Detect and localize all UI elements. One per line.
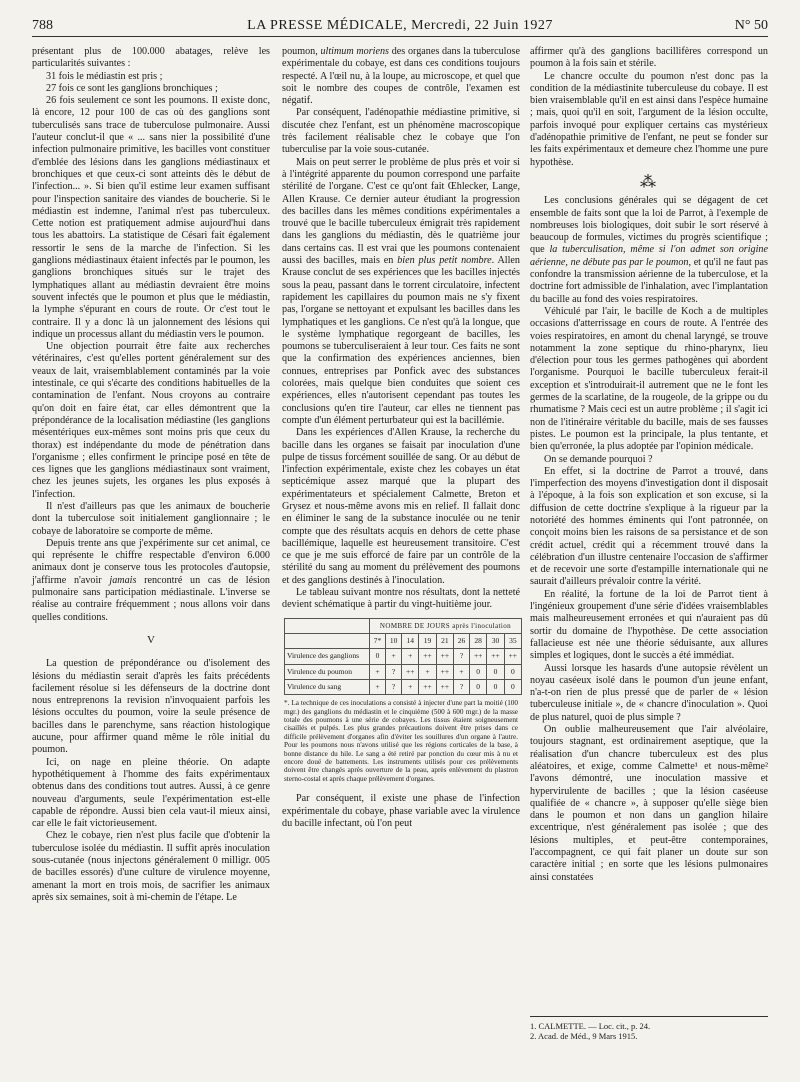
day-cell: 28 bbox=[470, 633, 487, 648]
paragraph: On se demande pourquoi ? bbox=[544, 453, 653, 465]
table-cell: + bbox=[419, 664, 436, 679]
day-cell: 26 bbox=[453, 633, 469, 648]
emphasis: jamais bbox=[109, 574, 137, 586]
page-number: 788 bbox=[32, 18, 53, 33]
table-corner bbox=[285, 633, 370, 648]
paragraph bbox=[282, 46, 520, 107]
paragraph: Le chancre occulte du poumon n'est donc pas la condition de la médiastinite tuberculeuse du cobaye. Il est bien vraisemblable qu'il en est ainsi dans l'espèce humaine ; mais, quoi qu'il en soit, l'argument de la lésion occulte, parfois invoqué pour expliquer certains cas mystérieux d'adénopathie primitive de l'enfant, ne peut se fonder sur les faits expérimentaux et demeure chez l'homme une pure hypothèse. bbox=[530, 70, 768, 168]
text-run: Depuis trente ans que j'expérimente sur cet animal, ce qui représente le chiffre respectable d'environ 6.000 animaux dont je conserve tous les protocoles d'autopsie, j'affirme n'avoir bbox=[32, 537, 270, 586]
table-cell: ++ bbox=[436, 664, 453, 679]
emphasis: la tuberculisation, même si l'on admet son origine aérienne, ne débute pas par le poumon bbox=[530, 244, 768, 268]
table-cell: + bbox=[402, 649, 419, 664]
paragraph: affirmer qu'à des ganglions bacillifères correspond un poumon à la fois sain et stérile. bbox=[530, 46, 768, 70]
text-run: , et qu'il ne faut pas confondre la transmission aérienne de la tuberculose, et la doctrine fort admissible de l'inhalation, avec l'implantation du bacille au fond des voies respiratoires. bbox=[530, 256, 768, 305]
paragraph: Chez le cobaye, rien n'est plus facile que d'obtenir la tuberculose isolée du médiastin. Il suffit après inoculation sous-cutanée (nous injectons généralement 0 milligr. 005 de bacilles essorés) d'une culture de virulence moyenne, amenant la mort en trois mois, de sacrifier les animaux après six semaines, soit à mi-chemin de l'étape. Le bbox=[32, 830, 270, 903]
table-cell: 0 bbox=[470, 664, 487, 679]
table-cell: ++ bbox=[504, 649, 521, 664]
table-corner bbox=[285, 618, 370, 633]
issue-number: N° 50 bbox=[734, 18, 768, 33]
journal-title: LA PRESSE MÉDICALE, Mercredi, 22 Juin 1927 bbox=[247, 18, 553, 33]
paragraph: En effet, si la doctrine de Parrot a trouvé, dans l'imperfection des moyens d'investigation dont il disposait à l'époque, à la fois son explication et son excuse, si la diffusion de cette doctrine s'explique à la rigueur par la notoriété des hommes éminents qui l'ont patronnée, on conçoit moins bien les raisons de sa persistance et de son crédit actuel, crédit qui a récemment trouvé dans la célébration d'un illustre centenaire l'occasion de s'affirmer et de recevoir une sorte d'estampille internationale qui ne saurait d'ailleurs prévaloir contre la vérité. bbox=[530, 465, 768, 588]
table-cell: 0 bbox=[487, 679, 504, 694]
table-cell: ++ bbox=[419, 679, 436, 694]
row-label: Virulence des ganglions bbox=[285, 649, 370, 664]
text-run: rencontré un cas de lésion pulmonaire sans participation médiastinale. L'inverse se réalise au contraire fréquemment ; nous allons voir dans quelles conditions. bbox=[32, 574, 270, 623]
table-note: *. La technique de ces inoculations a consisté à injecter d'une part la moitié (100 mgr.) des ganglions du médiastin et le cinquième (500 à 600 mgr.) de la masse totale des poumons à une série de cobayes. Les tissus étaient soigneusement cisaillés et pulpés. Les plus grandes précautions doivent être prises dans ce difficile prélèvement d'organes afin d'éviter les souillures d'un organe à l'autre. Pour les poumons nous n'avons utilisé que les régions corticales de la base, à bonne distance du hile. Le sang a été retiré par ponction du cœur mis à nu et encore doué de battements. Les instruments utilisés pour ces prélèvements doivent être changés après ouverture de la peau, après enlèvement du plastron sterno-costal et après chaque prélèvement d'organes. bbox=[284, 699, 518, 783]
results-table bbox=[284, 618, 522, 695]
paragraph: Le tableau suivant montre nos résultats, dont la netteté devient schématique à partir du vingt-huitième jour. bbox=[282, 587, 520, 611]
asterism-divider: ⁂ bbox=[640, 173, 658, 191]
paragraph bbox=[282, 157, 520, 428]
day-cell: 14 bbox=[402, 633, 419, 648]
paragraph: En réalité, la fortune de la loi de Parrot tient à l'ingénieux groupement d'une série d'idées vraisemblables mais malheureusement erronées et qui n'auraient pas dû sortir du domaine de l'hypothèse. De cette association fallacieuse est née une théorie séduisante, aux allures simples et logiques, dont le succès a été immédiat. bbox=[530, 588, 768, 662]
table-cell: 0 bbox=[370, 649, 386, 664]
table-cell: 0 bbox=[470, 679, 487, 694]
table-days-row bbox=[285, 633, 522, 648]
paragraph: Par conséquent, il existe une phase de l'infection expérimentale du cobaye, phase variable avec la virulence du bacille infectant, où l'on peut bbox=[282, 793, 520, 829]
table-cell: + bbox=[453, 664, 469, 679]
table-row bbox=[285, 664, 522, 679]
table-head-caption: NOMBRE DE JOURS après l'inoculation bbox=[370, 618, 522, 633]
emphasis: ultimum moriens bbox=[320, 46, 389, 57]
table-cell: + bbox=[386, 649, 402, 664]
day-cell: 19 bbox=[419, 633, 436, 648]
table-cell: + bbox=[370, 679, 386, 694]
text-run: poumon, bbox=[282, 46, 321, 57]
table-header-row bbox=[285, 618, 522, 633]
paragraph: On oublie malheureusement que l'air alvéolaire, toujours stagnant, est ordinairement aseptique, que la réalisation d'un chancre tuberculeux est des plus aléatoires, et exige, comme Calmette¹ et nous-même² l'avons démontré, une inoculation massive et hypervirulente de bacilles ; que la lésion caséeuse qualifiée de « chancre », à supposer qu'elle siège bien dans le poumon et non dans un ganglion hilaire excentrique, n'est généralement pas isolée ; que des lésions multiples, et peut-être contemporaines, l'accompagnent, ce qui fait planer un doute sur son caractère initial ; en sorte que les lésions pulmonaires ainsi constatées bbox=[530, 724, 768, 883]
paragraph: 26 fois seulement ce sont les poumons. Il existe donc, là encore, 12 pour 100 de cas où des ganglions sont tuberculisés sans trace de tuberculose pulmonaire. Aussi l'auteur conclut-il que « ... sans nier la possibilité d'une infection pulmonaire primitive, les bacilles vont constituer d'emblée des lésions dans les ganglions médiastinaux et bronchiques et que ceux-ci sont atteints dès le début de l'infection... ». Si bien qu'il estime leur examen suffisant pour l'inspection sanitaire des viandes de boucherie. Si le médiastin est indemne, l'animal n'est pas tuberculeux. Cette notion est pratiquement admise aujourd'hui dans tous les abattoirs. La statistique de Césari fait également ressortir le sens de la marche de l'infection. Si les ganglions médiastinaux étaient infectés par le poumon, les ganglions bronchiques situés sur le trajet des lymphatiques allant au médiastin devraient être moins souvent infectés que le poumon et plus que le médiastin, la lymphe s'épurant en cours de route. Or c'est tout le contraire. Il y a donc là un jalonnement des lésions qui indique un processus allant du médiastin vers le poumon. bbox=[32, 95, 270, 340]
table-cell: 0 bbox=[504, 679, 521, 694]
table-cell: + bbox=[402, 679, 419, 694]
table-row bbox=[285, 649, 522, 664]
table-cell: 0 bbox=[487, 664, 504, 679]
table-cell: ++ bbox=[419, 649, 436, 664]
text-run: Les conclusions générales qui se dégagent de cet ensemble de faits sont que la loi de Parrot, à l'exemple de nombreuses lois biologiques, doit subir le sort réservé à beaucoup de formules, victimes du progrès scientifique ; que bbox=[530, 195, 768, 256]
paragraph: Dans les expériences d'Allen Krause, la recherche du bacille dans les organes se faisait par inoculation d'une pulpe de tissus forcément souillée de sang. Or au début de l'infection expérimentale, existe chez les cobayes un état septicémique assez marqué que la plupart des expérimentateurs et spécialement Calmette, Breton et Grysez et nous-même avons mis en relief. Il fallait donc en éliminer le sang de la substance inoculée ou ne tenir compte que des résultats acquis en dehors de cette phase bacillémique, laquelle est heureusement transitoire. C'est ce que je me suis efforcé de faire par un contrôle de la stérilité du sang au moment du prélèvement des poumons et des ganglions destinés à l'inoculation. bbox=[282, 427, 520, 586]
emphasis: bien plus petit nombre bbox=[397, 255, 492, 267]
footnote: 1. CALMETTE. — Loc. cit., p. 24. bbox=[530, 1021, 651, 1031]
day-cell: 30 bbox=[487, 633, 504, 648]
footnote: 2. Acad. de Méd., 9 Mars 1915. bbox=[530, 1031, 638, 1041]
paragraph: Par conséquent, l'adénopathie médiastine primitive, si discutée chez l'enfant, est un phénomène macroscopique très facilement réalisable chez le cobaye que l'on tuberculise par la voie sous-cutanée. bbox=[282, 107, 520, 156]
section-heading: V bbox=[147, 633, 155, 646]
table-cell: ++ bbox=[470, 649, 487, 664]
text-run: Mais on peut serrer le problème de plus près et voir si à l'intégrité apparente du poumon correspond une parfaite stérilité de l'organe. C'est ce qu'ont fait Œhlecker, Lange, Allen Krause. Ce dernier auteur étudiant la progression des bacilles dans les mêmes conditions expérimentales a trouvé que le bacille tuberculeux émigrait très rapidement dans les ganglions du médiastin, dès le quatrième jour dans certains cas. Il est vrai que les poumons contenaient aussi des bacilles, mais en bbox=[282, 156, 520, 267]
table-cell: 0 bbox=[504, 664, 521, 679]
table-cell: ? bbox=[453, 649, 469, 664]
page-header bbox=[32, 16, 768, 37]
table-cell: ++ bbox=[436, 649, 453, 664]
table-cell: + bbox=[370, 664, 386, 679]
row-label: Virulence du sang bbox=[285, 679, 370, 694]
text-run: . Allen Krause conclut de ses expériences que les bacilles injectés sous la peau, passant dans le torrent circulatoire, infectent rapidement les capillaires du poumon mais ne s'y fixent pas, l'organe se nettoyant et expulsant les bacilles dans les lymphatiques et les ganglions. Ce n'est qu'à la longue, que le système lymphatique regorgeant de bacilles, les poumons se tuberculiseraient à leur tour. Ces faits ne sont que la confirmation des expériences anciennes, bien connues, entreprises par Ponfick avec des substances colorées, mais quelque bien conduites que soient ces expériences, elles n'autorisent cependant pas toutes les conclusions qu'en tire l'auteur, car elles ne tiennent pas compte d'un élément perturbateur qui est la bacillémie. bbox=[282, 255, 520, 426]
day-cell: 10 bbox=[386, 633, 402, 648]
table-cell: ? bbox=[386, 664, 402, 679]
list-item: 31 fois le médiastin est pris ; bbox=[46, 70, 163, 82]
text-run: des organes dans la tuberculose expérimentale du cobaye, est dans ces conditions toujours respecté. A l'œil nu, à la loupe, au microscope, et quel que soit le nombre des coupes de contrôle, l'examen est négatif. bbox=[282, 46, 520, 107]
paragraph: Il n'est d'ailleurs pas que les animaux de boucherie dont la tuberculose soit initialement ganglionnaire ; le cobaye de laboratoire se comporte de même. bbox=[32, 500, 270, 537]
table-cell: ++ bbox=[487, 649, 504, 664]
paragraph: Aussi lorsque les hasards d'une autopsie révèlent un noyau caséeux isolé dans le poumon d'un jeune enfant, n'a-t-on rien de plus pressé que de parler de « lésion tuberculeuse initiale », de « chancre d'inoculation ». Quoi de plus naturel, quoi de plus simple ? bbox=[530, 662, 768, 723]
column-1 bbox=[32, 46, 270, 904]
day-cell: 21 bbox=[436, 633, 453, 648]
table-cell: ? bbox=[386, 679, 402, 694]
day-cell: 35 bbox=[504, 633, 521, 648]
table-row bbox=[285, 679, 522, 694]
day-cell: 7* bbox=[370, 633, 386, 648]
table-cell: ++ bbox=[436, 679, 453, 694]
footnotes bbox=[530, 1016, 768, 1041]
paragraph: Ici, on nage en pleine théorie. On adapte hypothétiquement à l'homme des faits expérimentaux obtenus dans des conditions tout autres. Aussi, à ce genre nouveau d'arguments, seule l'expérimentation est-elle capable de répondre. Aussi bien cela vaut-il mieux ainsi, car elle le fait victorieusement. bbox=[32, 756, 270, 830]
table-cell: ? bbox=[453, 679, 469, 694]
table-cell: ++ bbox=[402, 664, 419, 679]
column-2 bbox=[282, 46, 520, 830]
column-3 bbox=[530, 46, 768, 884]
paragraph: présentant plus de 100.000 abatages, relève les particularités suivantes : bbox=[32, 46, 270, 70]
list-item: 27 fois ce sont les ganglions bronchiques ; bbox=[46, 82, 218, 94]
paragraph: Une objection pourrait être faite aux recherches vétérinaires, c'est qu'elles portent généralement sur des veaux de lait, vraisemblablement contaminés par la voie intestinale, ce qui s'écarte des conditions habituelles de la contamination de l'enfant. Nous croyons au contraire qu'on doit en faire état, car elles démontrent que la prépondérance de la localisation médiastine (les ganglions mésentériques eux-mêmes sont moins pris que ceux du thorax) est indépendante du mode de pénétration dans l'organisme ; elles confirment le principe posé en tête de ces lignes que les ganglions médiastinaux sont vraiment, chez les jeunes sujets, les organes les plus exposés à l'infection. bbox=[32, 341, 270, 500]
paragraph bbox=[530, 195, 768, 306]
paragraph bbox=[32, 538, 270, 624]
row-label: Virulence du poumon bbox=[285, 664, 370, 679]
paragraph: La question de prépondérance ou d'isolement des lésions du médiastin serait d'après les faits précédents facilement résolue si les défenseurs de la doctrine dont nous entreprenons la revision n'invoquaient parfois les lésions occultes du poumon, voire la seule présence de bacilles dans le parenchyme, sans réaction histologique aucune, pour affirmer quand même le rôle initial du poumon. bbox=[32, 658, 270, 756]
paragraph: Véhiculé par l'air, le bacille de Koch a de multiples occasions d'atterrissage en cours de route. A l'entrée des voies respiratoires, en amont du chenal laryngé, se trouve notamment la zone septique du rhino-pharynx, lieu d'élection pour tous les germes pathogènes qui abordent l'organisme. Pourquoi le bacille tuberculeux ferait-il exception et s'introduirait-il autrement que ne le font les germes de la scarlatine, de la rougeole, de la grippe ou du rhumatisme ? Mais ceci est un autre problème ; il s'agit ici non de l'itinéraire véritable du bacille, mais de ses fausses pistes. Le poumon est la principale, la plus tentante, et bien qu'erronée, la plus adoptée par l'opinion médicale. bbox=[530, 305, 768, 453]
